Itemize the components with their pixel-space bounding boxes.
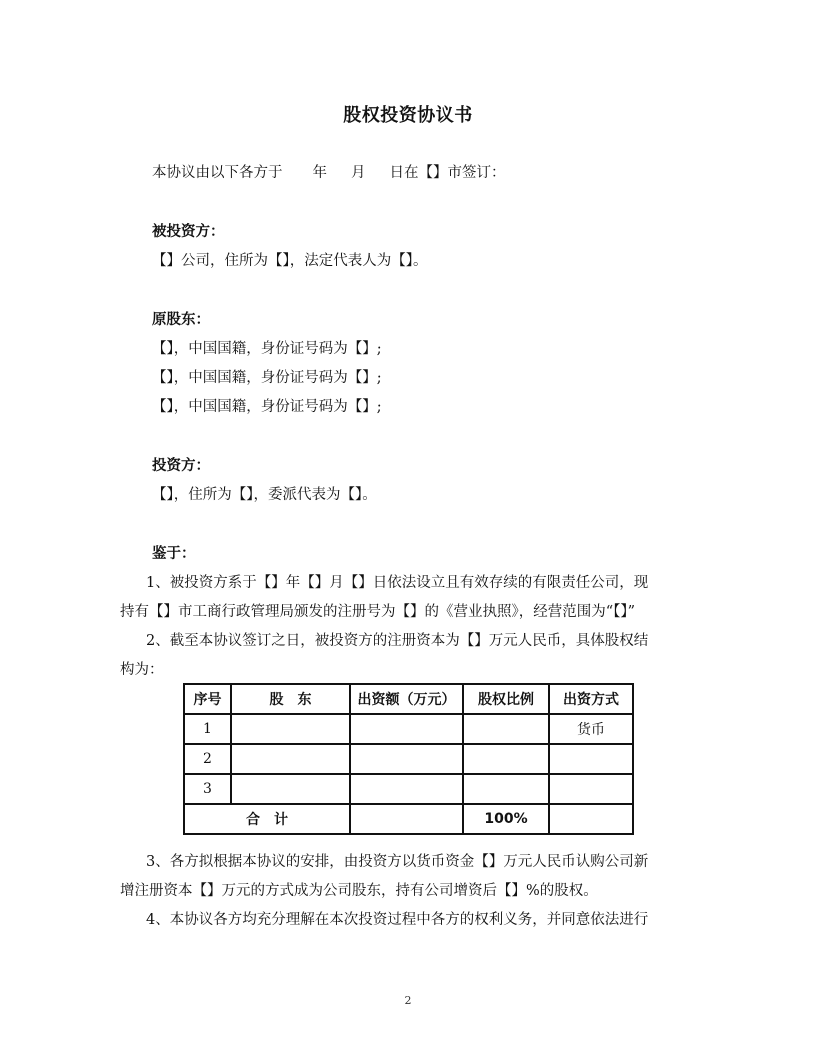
- header-cell-ratio: 股权比例: [463, 684, 549, 714]
- whereas-clause-3-line-1: 3、各方拟根据本协议的安排，由投资方以货币资金【】万元人民币认购公司新: [146, 854, 649, 870]
- cell-amount: [350, 774, 463, 804]
- table-total-row: [184, 804, 633, 834]
- investor-heading: 投资方：: [152, 458, 210, 474]
- total-amount: [350, 804, 463, 834]
- investee-line: 【】公司，住所为【】，法定代表人为【】。: [152, 253, 428, 269]
- equity-structure-table: [183, 683, 634, 835]
- intro-line: [152, 163, 506, 183]
- cell-index: 1: [184, 714, 231, 744]
- cell-ratio: [463, 774, 549, 804]
- intro-day-suffix: 日在【】市签订：: [389, 165, 506, 181]
- cell-index: 3: [184, 774, 231, 804]
- intro-month: 月: [351, 165, 366, 181]
- page-number: 2: [404, 994, 412, 1007]
- cell-shareholder: [231, 714, 350, 744]
- table-row: [184, 774, 633, 804]
- cell-method: [549, 744, 633, 774]
- original-shareholder-line: 【】，中国国籍，身份证号码为【】;: [152, 341, 382, 357]
- original-shareholders-heading: 原股东：: [152, 312, 210, 328]
- table-row: [184, 744, 633, 774]
- whereas-clause-3-line-2: 增注册资本【】万元的方式成为公司股东，持有公司增资后【】%的股权。: [120, 883, 598, 899]
- total-label: 合 计: [184, 804, 350, 834]
- whereas-clause-4-line-1: 4、本协议各方均充分理解在本次投资过程中各方的权利义务，并同意依法进行: [146, 912, 649, 928]
- total-ratio: 100%: [463, 804, 549, 834]
- whereas-clause-2-line-2: 构为：: [120, 662, 164, 678]
- investor-line: 【】，住所为【】，委派代表为【】。: [152, 487, 377, 503]
- original-shareholder-line: 【】，中国国籍，身份证号码为【】;: [152, 399, 382, 415]
- header-cell-shareholder: 股 东: [231, 684, 350, 714]
- whereas-clause-1-line-1: 1、被投资方系于【】年【】月【】日依法设立且有效存续的有限责任公司，现: [146, 575, 649, 591]
- cell-method: 货币: [549, 714, 633, 744]
- intro-prefix: 本协议由以下各方于: [152, 165, 283, 181]
- cell-ratio: [463, 744, 549, 774]
- cell-method: [549, 774, 633, 804]
- document-title: 股权投资协议书: [343, 105, 473, 126]
- cell-shareholder: [231, 744, 350, 774]
- cell-index: 2: [184, 744, 231, 774]
- header-cell-index: 序号: [184, 684, 231, 714]
- cell-ratio: [463, 714, 549, 744]
- original-shareholder-line: 【】，中国国籍，身份证号码为【】;: [152, 370, 382, 386]
- table-row: [184, 714, 633, 744]
- whereas-heading: 鉴于：: [152, 546, 196, 562]
- total-method: [549, 804, 633, 834]
- cell-amount: [350, 744, 463, 774]
- header-cell-amount: 出资额（万元）: [350, 684, 463, 714]
- investee-heading: 被投资方：: [152, 224, 225, 240]
- whereas-clause-2-line-1: 2、截至本协议签订之日，被投资方的注册资本为【】万元人民币，具体股权结: [146, 633, 649, 649]
- whereas-clause-1-line-2: 持有【】市工商行政管理局颁发的注册号为【】的《营业执照》，经营范围为“【】”: [120, 604, 636, 620]
- table-header-row: [184, 684, 633, 714]
- intro-year: 年: [312, 165, 327, 181]
- cell-amount: [350, 714, 463, 744]
- cell-shareholder: [231, 774, 350, 804]
- header-cell-method: 出资方式: [549, 684, 633, 714]
